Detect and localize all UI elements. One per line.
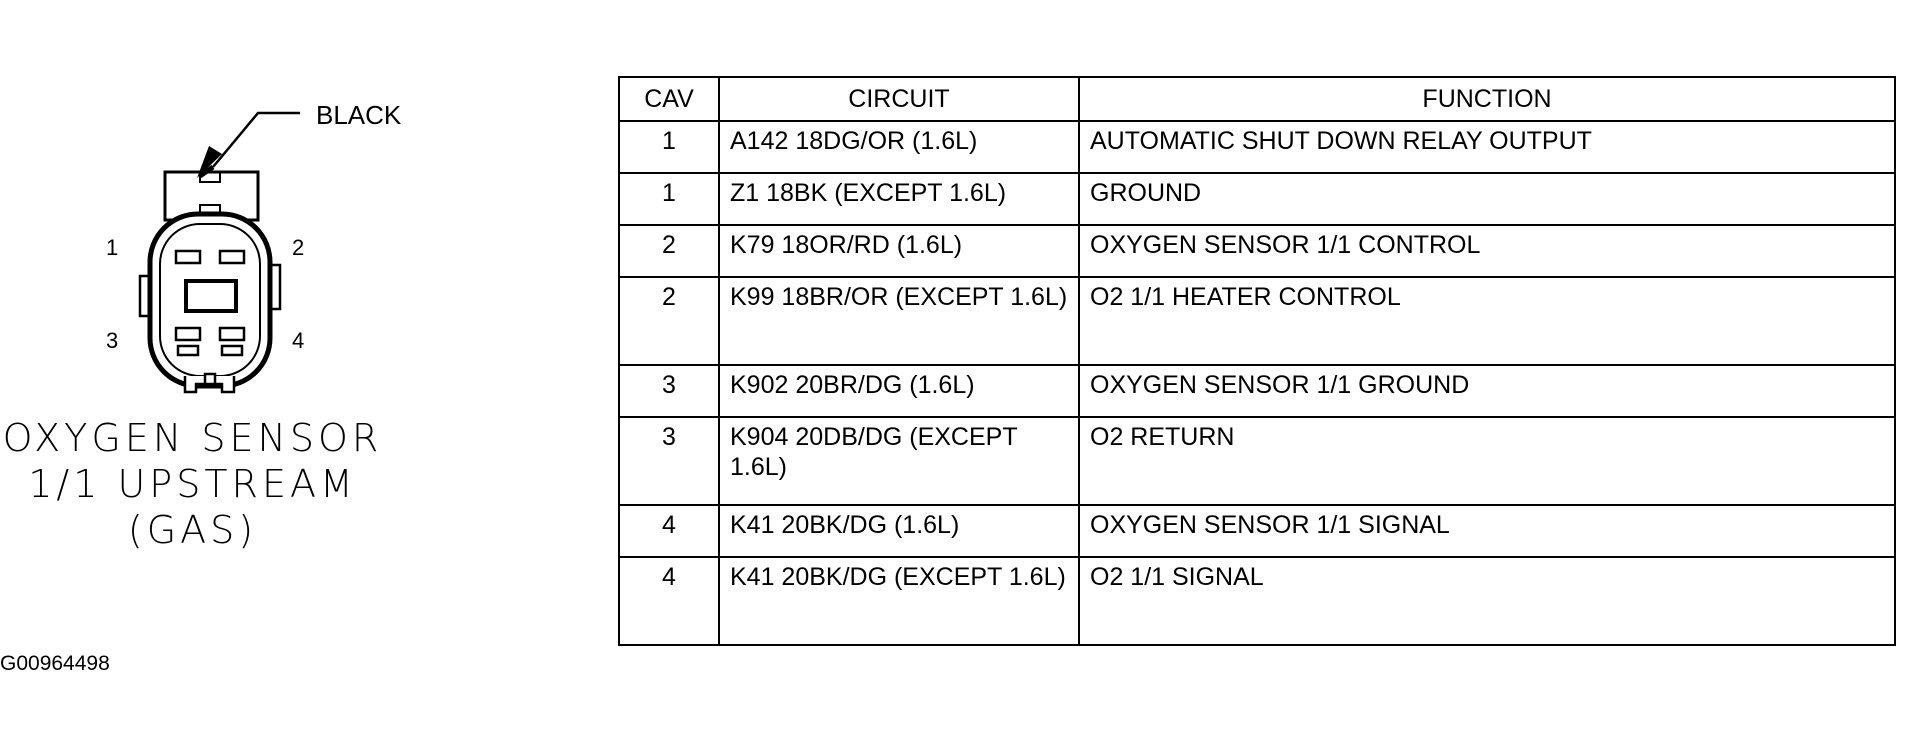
- connector-bottom-key: [185, 374, 234, 392]
- cell-function: OXYGEN SENSOR 1/1 CONTROL: [1079, 225, 1895, 277]
- table-row: [619, 505, 1895, 557]
- cell-circuit: K902 20BR/DG (1.6L): [719, 365, 1079, 417]
- table-row: [619, 417, 1895, 505]
- table-row: [619, 557, 1895, 645]
- header-circuit: CIRCUIT: [719, 77, 1079, 121]
- black-callout-arrow: [197, 113, 300, 178]
- cell-circuit: K41 20BK/DG (1.6L): [719, 505, 1079, 557]
- cell-function: OXYGEN SENSOR 1/1 GROUND: [1079, 365, 1895, 417]
- table-row: [619, 173, 1895, 225]
- cell-cav: 4: [619, 505, 719, 557]
- cell-function: AUTOMATIC SHUT DOWN RELAY OUTPUT: [1079, 121, 1895, 173]
- cell-circuit: K79 18OR/RD (1.6L): [719, 225, 1079, 277]
- cell-function: O2 1/1 HEATER CONTROL: [1079, 277, 1895, 365]
- cell-circuit: K99 18BR/OR (EXCEPT 1.6L): [719, 277, 1079, 365]
- header-function: FUNCTION: [1079, 77, 1895, 121]
- connector-title-line-2: 1/1 UPSTREAM: [28, 462, 357, 506]
- header-cav: CAV: [619, 77, 719, 121]
- pin-label-2: 2: [292, 235, 305, 260]
- table-header-row: [619, 77, 1895, 121]
- cell-circuit: K41 20BK/DG (EXCEPT 1.6L): [719, 557, 1079, 645]
- connector-title-line-1: OXYGEN SENSOR: [2, 416, 383, 460]
- cell-circuit: K904 20DB/DG (EXCEPT 1.6L): [719, 417, 1079, 505]
- cell-function: OXYGEN SENSOR 1/1 SIGNAL: [1079, 505, 1895, 557]
- cell-circuit: Z1 18BK (EXCEPT 1.6L): [719, 173, 1079, 225]
- cell-cav: 1: [619, 121, 719, 173]
- cell-cav: 4: [619, 557, 719, 645]
- table-row: [619, 277, 1895, 365]
- figure-id: G00964498: [0, 652, 110, 675]
- cell-cav: 2: [619, 277, 719, 365]
- table-row: [619, 121, 1895, 173]
- cell-function: O2 RETURN: [1079, 417, 1895, 505]
- cell-cav: 3: [619, 417, 719, 505]
- cell-function: GROUND: [1079, 173, 1895, 225]
- pin-label-1: 1: [106, 235, 119, 260]
- pinout-table: [618, 76, 1896, 646]
- cell-cav: 2: [619, 225, 719, 277]
- table-row: [619, 365, 1895, 417]
- cell-cav: 1: [619, 173, 719, 225]
- pin-label-3: 3: [106, 328, 119, 353]
- cell-circuit: A142 18DG/OR (1.6L): [719, 121, 1079, 173]
- connector-title: [0, 415, 385, 553]
- cell-cav: 3: [619, 365, 719, 417]
- connector-body: [150, 214, 270, 386]
- connector-title-line-3: (GAS): [127, 508, 258, 552]
- connector-diagram: [0, 0, 600, 660]
- table-row: [619, 225, 1895, 277]
- cell-function: O2 1/1 SIGNAL: [1079, 557, 1895, 645]
- pin-label-4: 4: [292, 328, 305, 353]
- color-callout-label: BLACK: [316, 100, 402, 130]
